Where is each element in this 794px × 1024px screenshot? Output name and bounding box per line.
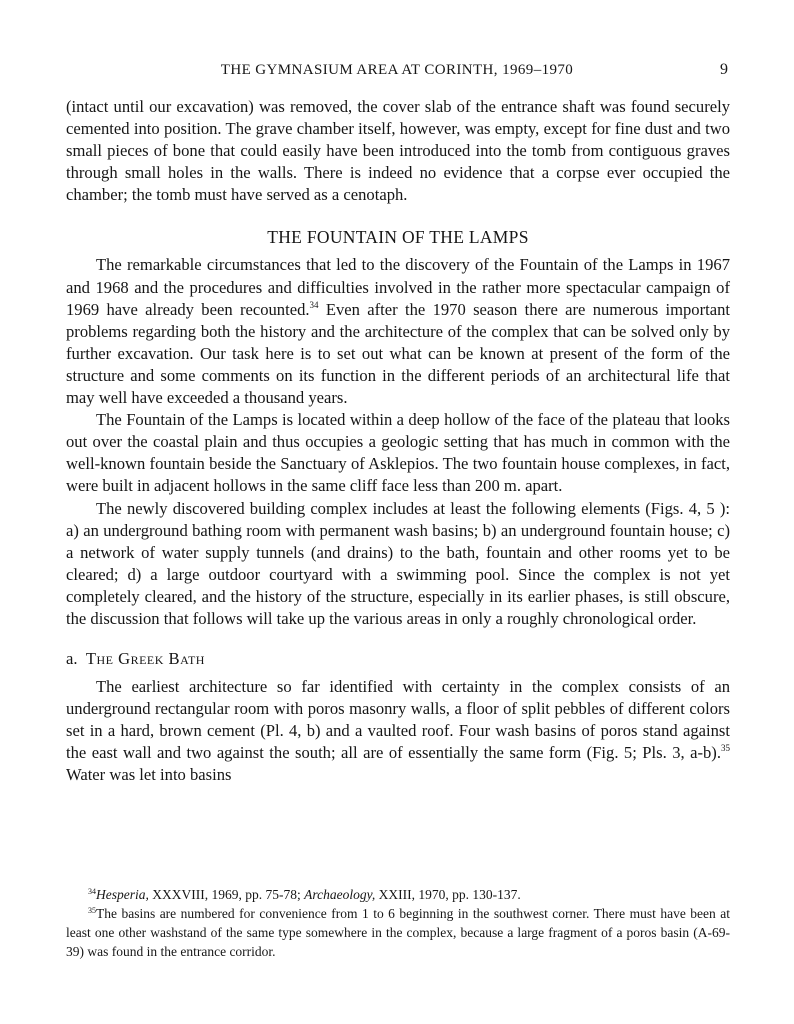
footnote-ref-34[interactable]: 34 (309, 299, 319, 310)
footnote-text: XXXVIII, 1969, pp. 75-78; (148, 887, 305, 902)
footnote-number: 34 (88, 887, 96, 896)
paragraph-text: The remarkable circumstances that led to the discovery of the Fountain of the Lamps in 1967 and 1968 and the procedures and difficulties involved in the rather more spectacular campaign of 1969 have already been recounted. (66, 255, 730, 319)
body-text (66, 96, 730, 787)
subsection-letter: a. (66, 649, 78, 669)
section-title: THE FOUNTAIN OF THE LAMPS (267, 227, 529, 248)
paragraph-elements: The newly discovered building complex includes at least the following elements (Figs. 4, 5 ): a) an underground bathing room with permanent wash basins; b) an underground fountain house; c) a network of water supply tunnels (and drains) to the bath, fountain and other rooms yet to be cleared; d) a large outdoor courtyard with a swimming pool. Since the complex is not yet completely cleared, and the history of the structure, especially in its earlier phases, is still obscure, the discussion that follows will take up the various areas in only a roughly chronological order. (66, 498, 730, 628)
paragraph-continuation: (intact until our excavation) was removed, the cover slab of the entrance shaft was found securely cemented into position. The grave chamber itself, however, was empty, except for fine dust and two small pieces of bone that could easily have been introduced into the tomb from contiguous graves through small holes in the walls. There is indeed no evidence that a corpse ever occupied the chamber; the tomb must have served as a cenotaph. (66, 97, 730, 205)
journal-title: Archaeology, (304, 887, 376, 902)
footnote-text: The basins are numbered for convenience from 1 to 6 beginning in the southwest corner. There must have been at least one other washstand of the same type somewhere in the complex, because a large fragment of a poros basin (A-69-39) was found in the entrance corridor. (66, 906, 730, 959)
running-head: THE GYMNASIUM AREA AT CORINTH, 1969–1970 (220, 62, 574, 78)
footnote-ref-35[interactable]: 35 (721, 743, 730, 754)
paragraph-text: Even after the 1970 season there are numerous important problems regarding both the history and the architecture of the complex that can be solved only by further excavation. Our task here is to set out what can be known at present of the form of the structure and some comments on its function in the different periods of an architectural life that may well have exceeded a thousand years. (66, 299, 731, 408)
footnote-text: XXIII, 1970, pp. 130-137. (375, 887, 521, 902)
footnote-34 (66, 885, 730, 904)
paragraph-location: The Fountain of the Lamps is located within a deep hollow of the face of the plateau that looks out over the coastal plain and thus occupies a geologic setting that has much in common with the well-known fountain beside the Sanctuary of Asklepios. The two fountain house complexes, in fact, were built in adjacent hollows in the same cliff face less than 200 m. apart. (66, 410, 730, 496)
paragraph-fountain-intro (66, 254, 730, 409)
footnotes (66, 885, 730, 961)
footnote-35 (66, 904, 730, 961)
subsection-title: The Greek Bath (85, 649, 205, 669)
paragraph-text: Water was let into basins (66, 765, 232, 785)
paragraph-text: The earliest architecture so far identified with certainty in the complex consists of an underground rectangular room with poros masonry walls, a floor of split pebbles of different colors set in a hard, brown cement (Pl. 4, b) and a vaulted roof. Four wash basins of poros stand against the east wall and two against the south; all are of essentially the same form (Fig. 5; Pls. 3, a-b). (66, 677, 730, 763)
footnote-number: 35 (88, 906, 96, 915)
subsection-heading (66, 648, 730, 670)
journal-title: Hesperia, (96, 887, 149, 902)
page-number: 9 (720, 61, 728, 78)
paragraph-greek-bath (66, 676, 730, 786)
